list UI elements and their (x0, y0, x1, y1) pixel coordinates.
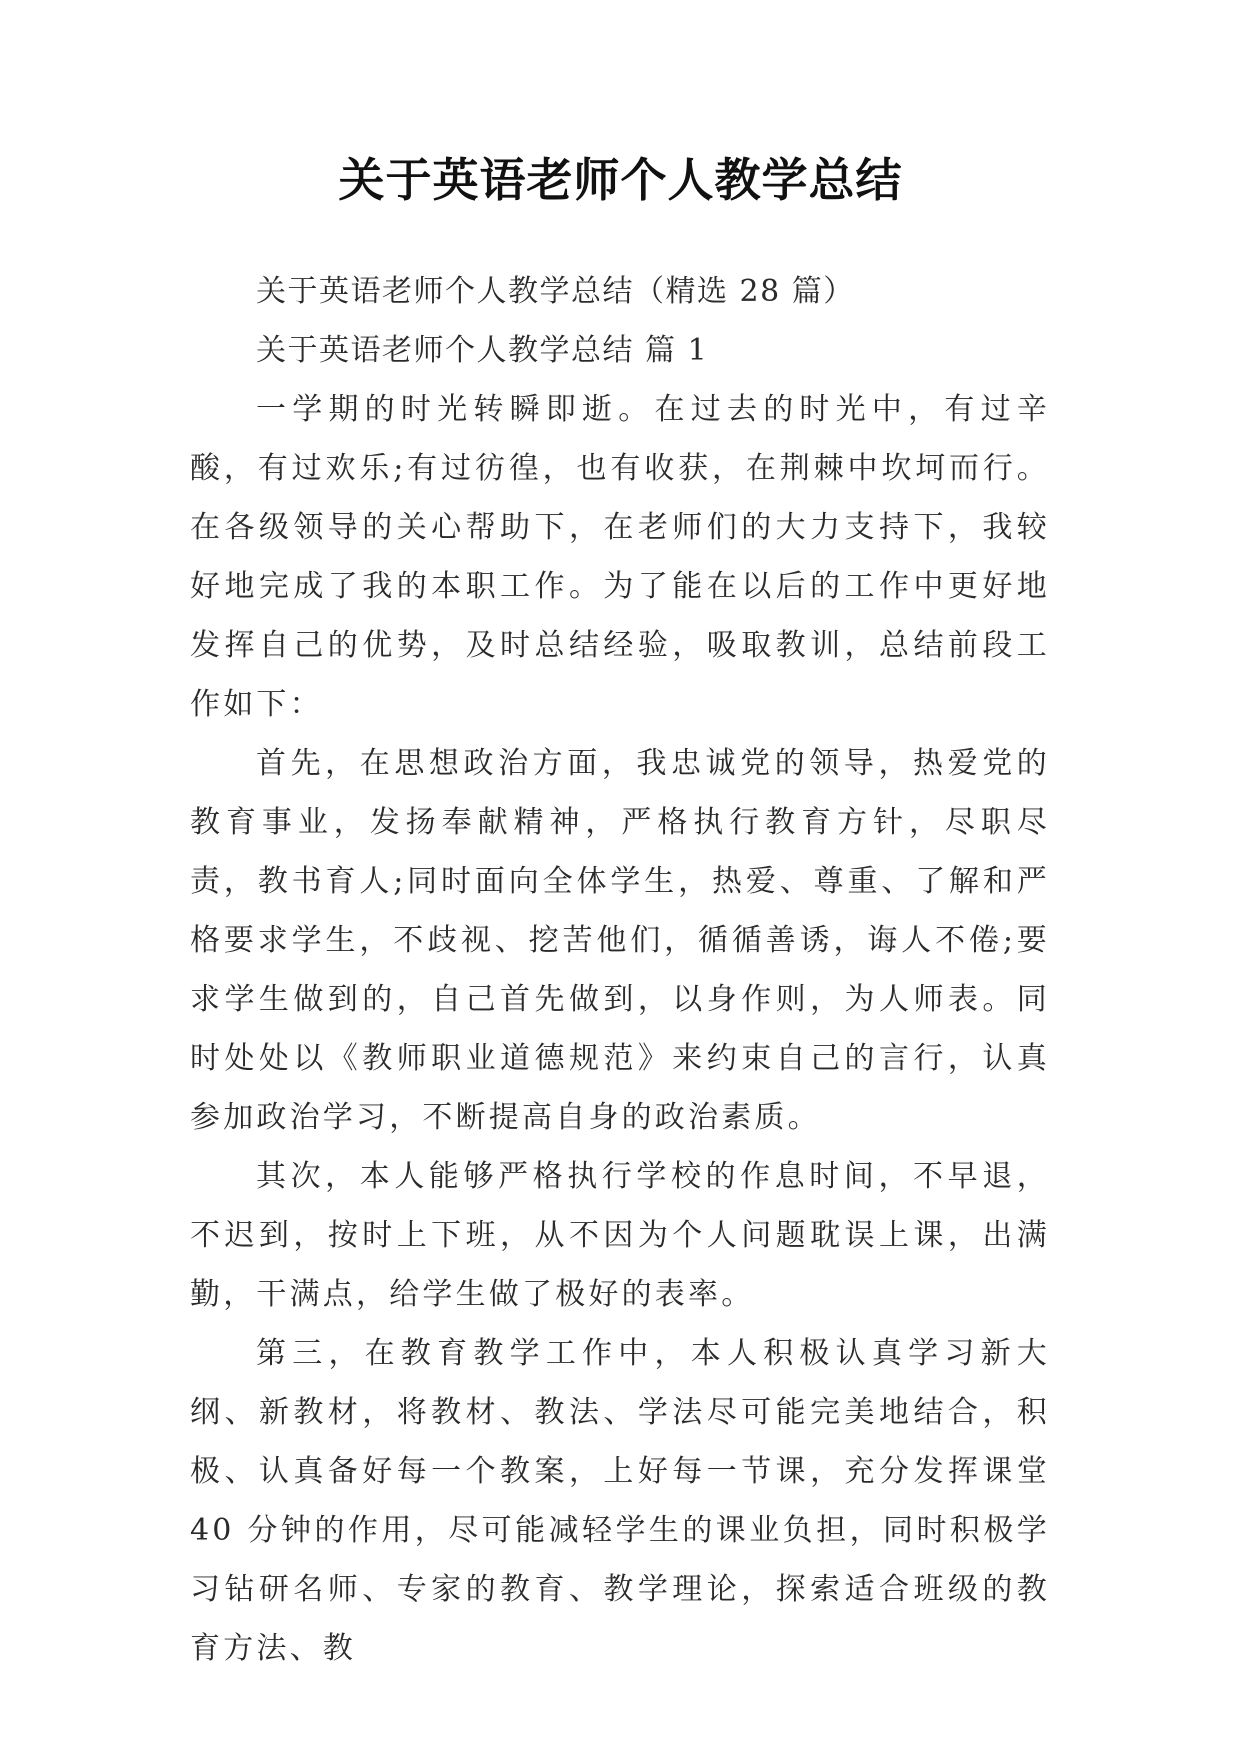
document-body (190, 262, 1050, 1678)
body-paragraph: 第三，在教育教学工作中，本人积极认真学习新大纲、新教材，将教材、教法、学法尽可能完美地结合，积极、认真备好每一个教案，上好每一节课，充分发挥课堂 40 分钟的作用，尽可能减轻学生的课业负担，同时积极学习钻研名师、专家的教育、教学理论，探索适合班级的教育方法、教 (190, 1336, 1050, 1666)
body-paragraph: 首先，在思想政治方面，我忠诚党的领导，热爱党的教育事业，发扬奉献精神，严格执行教育方针，尽职尽责，教书育人;同时面向全体学生，热爱、尊重、了解和严格要求学生，不歧视、挖苦他们，循循善诱，诲人不倦;要求学生做到的，自己首先做到，以身作则，为人师表。同时处处以《教师职业道德规范》来约束自己的言行，认真参加政治学习，不断提高自身的政治素质。 (190, 746, 1050, 1135)
document-subtitle: 关于英语老师个人教学总结（精选 28 篇） (256, 274, 855, 309)
body-paragraph: 一学期的时光转瞬即逝。在过去的时光中，有过辛酸，有过欢乐;有过彷徨，也有收获，在荆棘中坎坷而行。在各级领导的关心帮助下，在老师们的大力支持下，我较好地完成了我的本职工作。为了能在以后的工作中更好地发挥自己的优势，及时总结经验，吸取教训，总结前段工作如下： (190, 392, 1050, 722)
section-heading: 关于英语老师个人教学总结 篇 1 (256, 333, 709, 368)
document-title: 关于英语老师个人教学总结 (338, 153, 903, 207)
body-paragraph: 其次，本人能够严格执行学校的作息时间，不早退，不迟到，按时上下班，从不因为个人问题耽误上课，出满勤，干满点，给学生做了极好的表率。 (190, 1159, 1050, 1312)
